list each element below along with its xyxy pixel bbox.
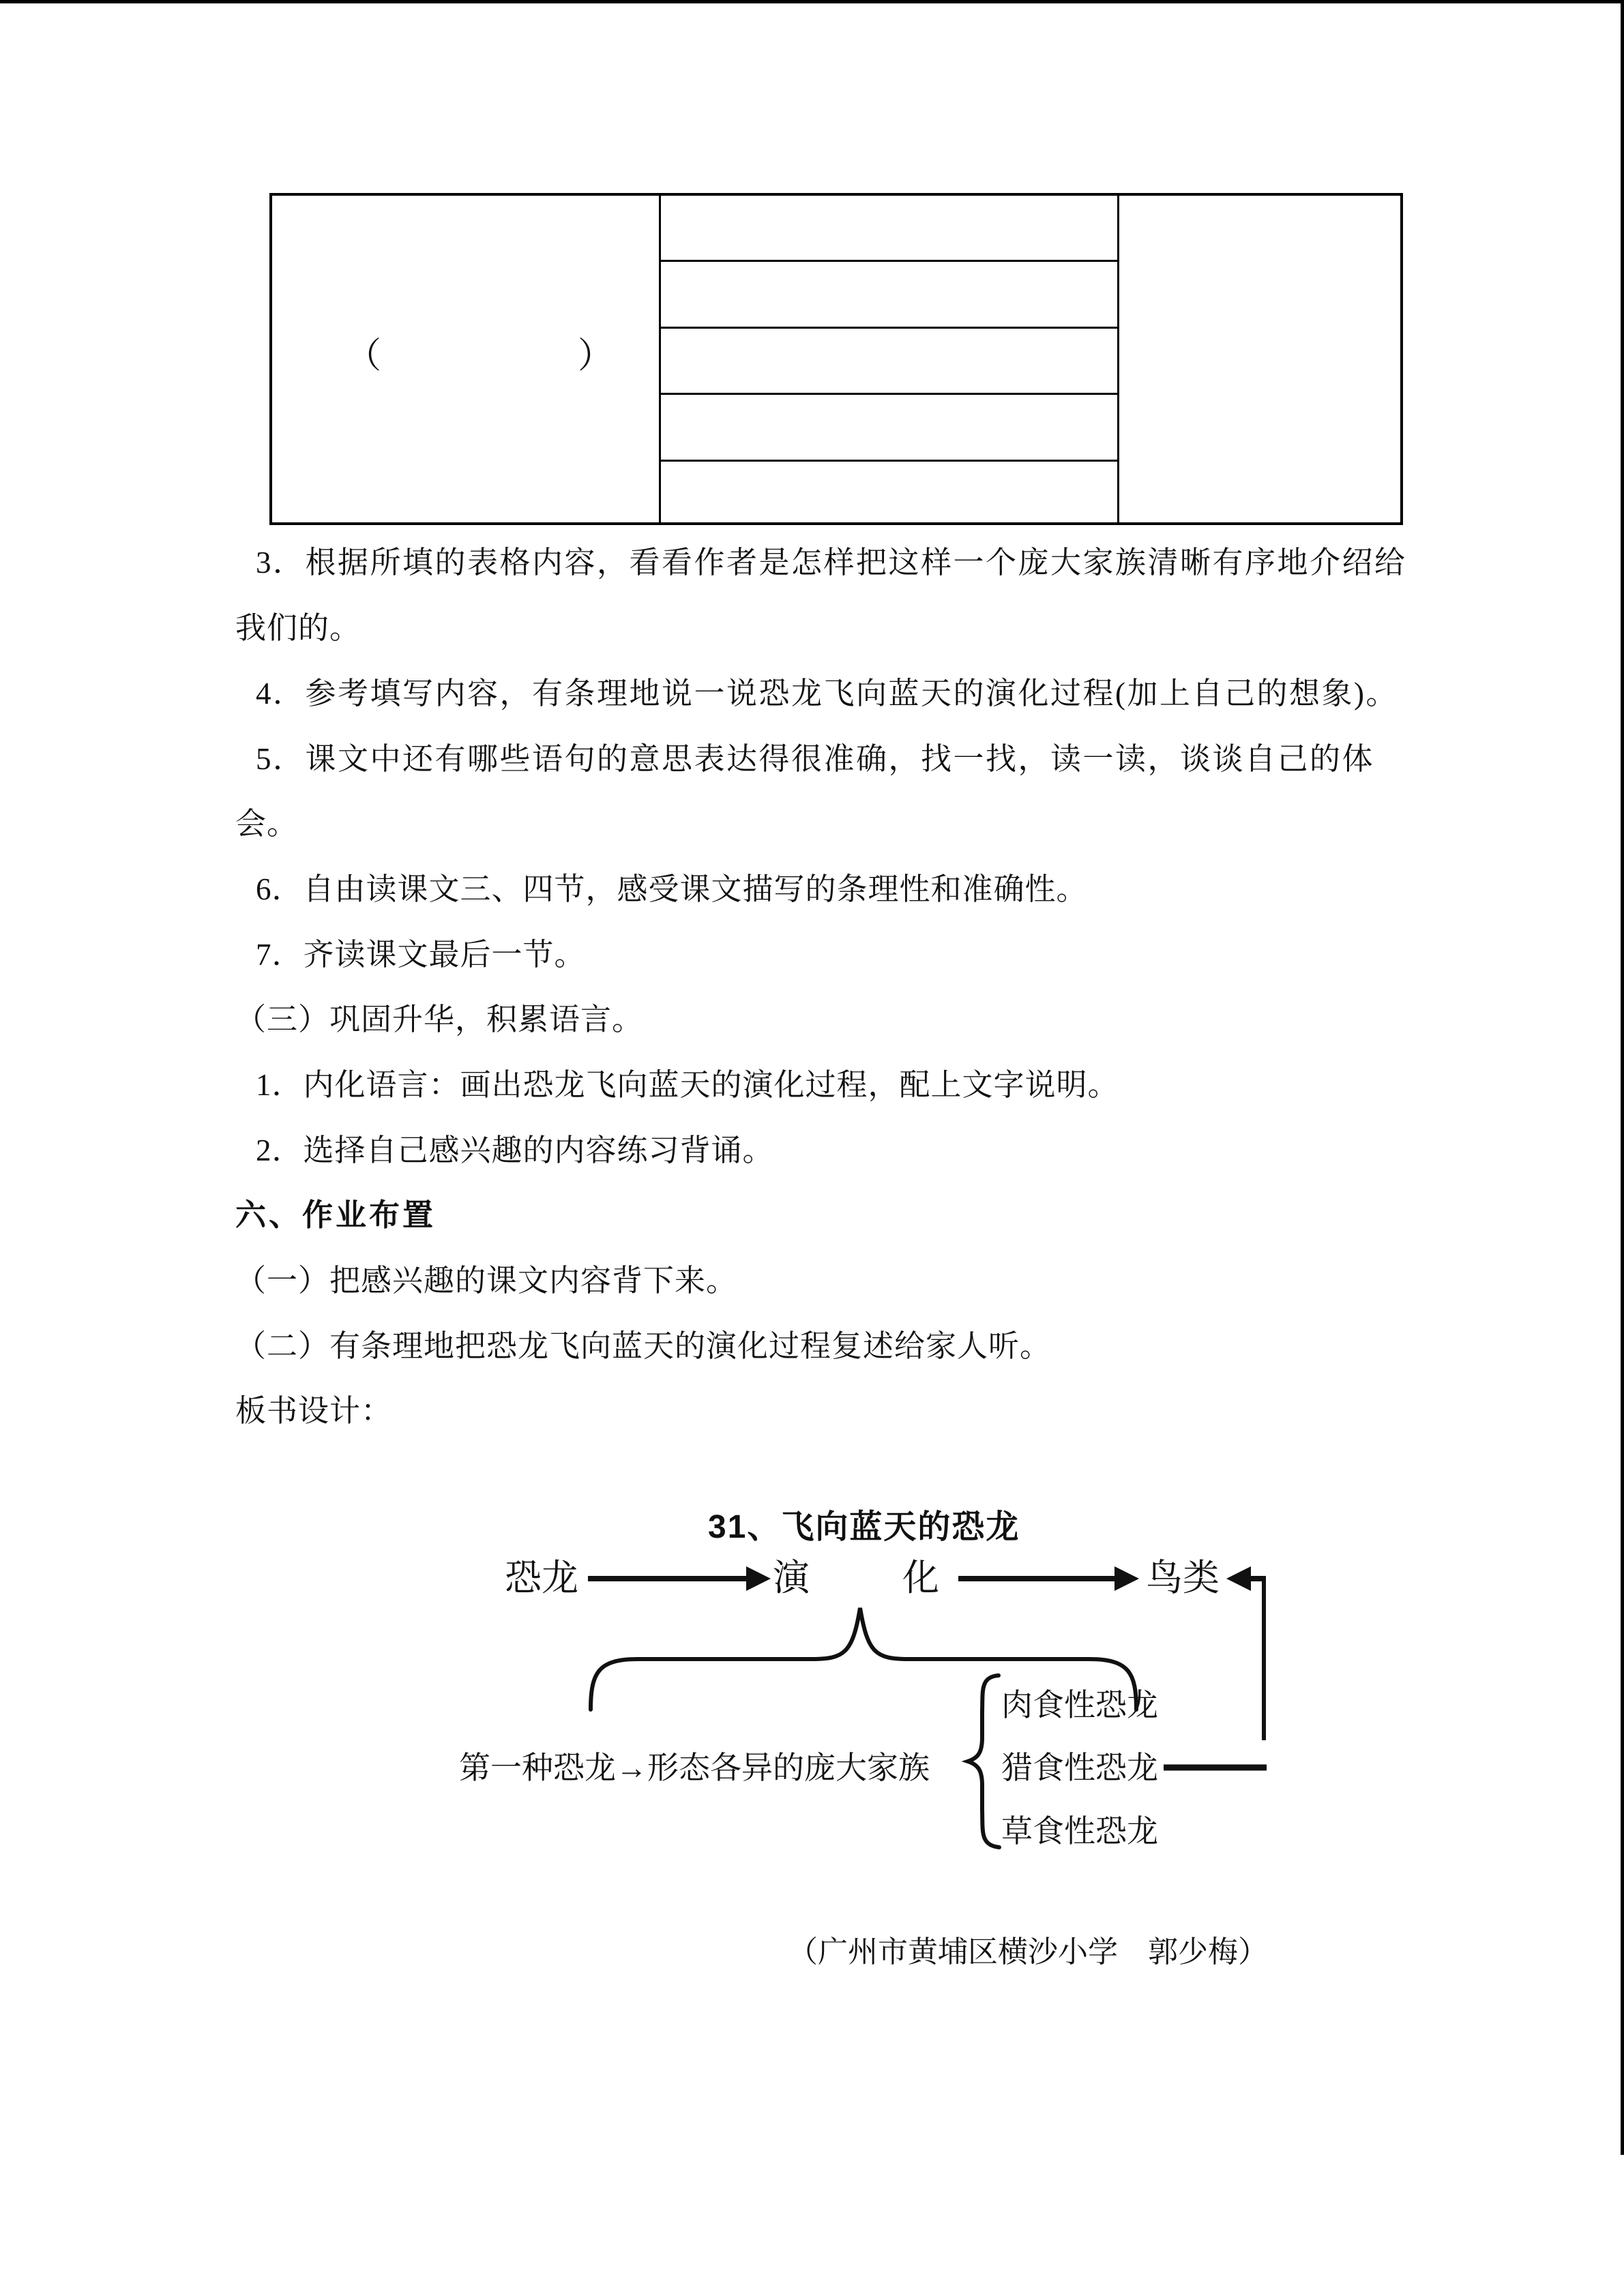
arrow-return-to-birds (1226, 1566, 1266, 1740)
node-birds: 鸟类 (1146, 1557, 1220, 1598)
node-dinosaur: 恐龙 (505, 1557, 578, 1598)
overbrace-under-evolution (591, 1608, 1136, 1710)
node-evolution-left: 演 (773, 1557, 810, 1598)
brace-dino-types (968, 1675, 999, 1847)
text-line-item7: 7．齐读课文最后一节。 (256, 938, 586, 972)
dino-type-predatory: 猎食性恐龙 (1001, 1750, 1158, 1785)
board-title: 31、飞向蓝天的恐龙 (708, 1509, 1020, 1545)
dino-type-herbivorous: 草食性恐龙 (1001, 1814, 1158, 1849)
node-first-dinosaur-family: 第一种恐龙→形态各异的庞大家族 (459, 1750, 930, 1785)
arrow-dinosaur-to-evolution (588, 1566, 771, 1591)
text-line-sub1: 1．内化语言：画出恐龙飞向蓝天的演化过程，配上文字说明。 (256, 1068, 1119, 1102)
heading-homework: 六、作业布置 (235, 1197, 437, 1232)
text-line-item3-cont: 我们的。 (235, 611, 361, 645)
table-blank-paren-close: ） (578, 337, 614, 376)
text-line-homework1: （一）把感兴趣的课文内容背下来。 (235, 1264, 738, 1298)
text-line-item4: 4．参考填写内容，有条理地说一说恐龙飞向蓝天的演化过程(加上自己的想象)。 (256, 676, 1398, 711)
text-line-section3: （三）巩固升华，积累语言。 (235, 1002, 644, 1037)
arrow-evolution-to-birds (958, 1566, 1139, 1591)
text-line-sub2: 2．选择自己感兴趣的内容练习背诵。 (256, 1133, 774, 1167)
text-line-item3: 3．根据所填的表格内容，看看作者是怎样把这样一个庞大家族清晰有序地介绍给 (256, 546, 1407, 580)
text-line-item6: 6．自由读课文三、四节，感受课文描写的条理性和准确性。 (256, 872, 1088, 906)
table-blank-paren-open: （ (346, 337, 382, 376)
dino-type-carnivorous: 肉食性恐龙 (1001, 1688, 1158, 1723)
text-line-item5-cont: 会。 (235, 807, 299, 841)
text-line-homework2: （二）有条理地把恐龙飞向蓝天的演化过程复述给家人听。 (235, 1329, 1052, 1363)
text-line-board-design: 板书设计： (235, 1394, 393, 1428)
author-attribution: （广州市黄埔区横沙小学 郭少梅） (788, 1935, 1268, 1969)
text-line-item5: 5．课文中还有哪些语句的意思表达得很准确，找一找，读一读，谈谈自己的体 (256, 742, 1375, 776)
node-evolution-right: 化 (902, 1557, 939, 1598)
